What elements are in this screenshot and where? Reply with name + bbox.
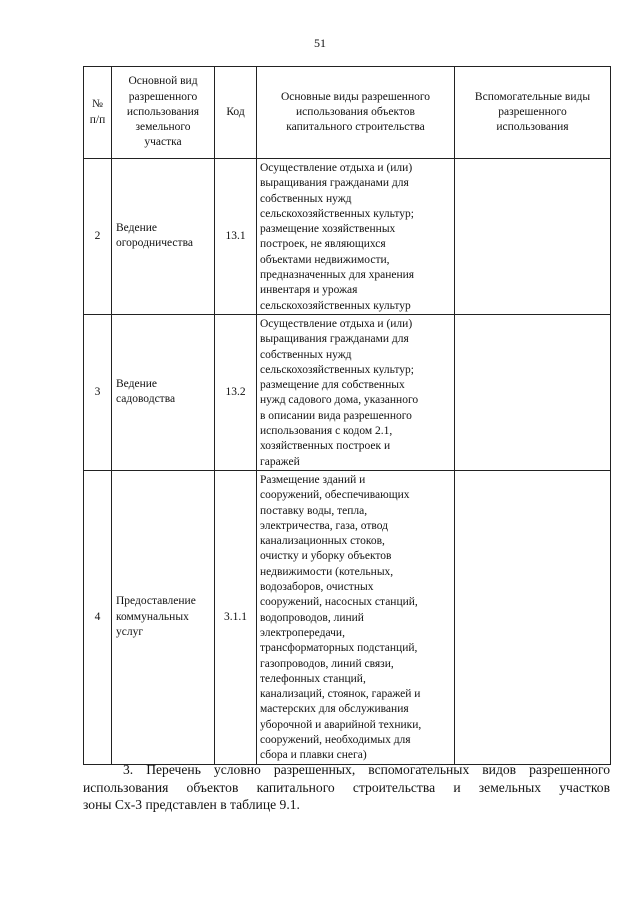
row-main-use-types xyxy=(257,470,455,764)
row-code: 3.1.1 xyxy=(215,470,257,764)
row-use-kind: Предоставление коммунальных услуг xyxy=(112,470,215,764)
paragraph-line: 3. Перечень условно разрешенных, вспомогательных видов разрешенного xyxy=(123,762,610,777)
row-main-use-types xyxy=(257,314,455,470)
table-row xyxy=(84,159,611,315)
row-code: 13.1 xyxy=(215,159,257,315)
row-use-kind: Ведение садоводства xyxy=(112,314,215,470)
row-number: 4 xyxy=(84,470,112,764)
row-main-use-text: Осуществление отдыха и (или) выращивания гражданами для собственных нужд сельскохозяйственных культур; размещение хозяйственных построек, не являющихся объектами недвижимости, предназначенных для хранения инвентаря и урожая сельскохозяйственных культур xyxy=(260,162,415,312)
page-number: 51 xyxy=(314,36,326,50)
row-auxiliary-use-types xyxy=(455,470,611,764)
table-row xyxy=(84,314,611,470)
header-number: № п/п xyxy=(84,67,112,159)
row-main-use-types xyxy=(257,159,455,315)
table-header-row xyxy=(84,67,611,159)
header-code: Код xyxy=(215,67,257,159)
land-use-table xyxy=(83,66,611,765)
row-main-use-text: Осуществление отдыха и (или) выращивания гражданами для собственных нужд сельскохозяйственных культур; размещение для собственных нужд садового дома, указанного в описании вида разрешенного использования с кодом 2.1, хозяйственных построек и гаражей xyxy=(260,317,419,468)
row-number: 2 xyxy=(84,159,112,315)
row-auxiliary-use-types xyxy=(455,314,611,470)
header-main-use-types: Основные виды разрешенного использования объектов капитального строительства xyxy=(257,67,455,159)
row-auxiliary-use-types xyxy=(455,159,611,315)
paragraph-line: использования объектов капитального строительства и земельных участков xyxy=(83,779,610,795)
row-main-use-text: Размещение зданий и сооружений, обеспечивающих поставку воды, тепла, электричества, газа, отвод канализационных стоков, очистку и уборку объектов недвижимости (котельных, водозаборов, очистных сооружений, насосных станций, водопроводов, линий электропередачи, трансформаторных подстанций, газопроводов, линий связи, телефонных станций, канализаций, стоянок, гаражей и мастерских для обслуживания уборочной и аварийной техники, сооружений, необходимых для сбора и плавки снега) xyxy=(260,473,422,762)
body-paragraph xyxy=(83,761,610,814)
row-use-kind: Ведение огородничества xyxy=(112,159,215,315)
header-auxiliary-use-types: Вспомогательные виды разрешенного использования xyxy=(455,67,611,159)
header-main-use-kind: Основной вид разрешенного использования земельного участка xyxy=(112,67,215,159)
row-code: 13.2 xyxy=(215,314,257,470)
paragraph-line: зоны Сх-3 представлен в таблице 9.1. xyxy=(83,797,300,812)
row-number: 3 xyxy=(84,314,112,470)
table-row xyxy=(84,470,611,764)
